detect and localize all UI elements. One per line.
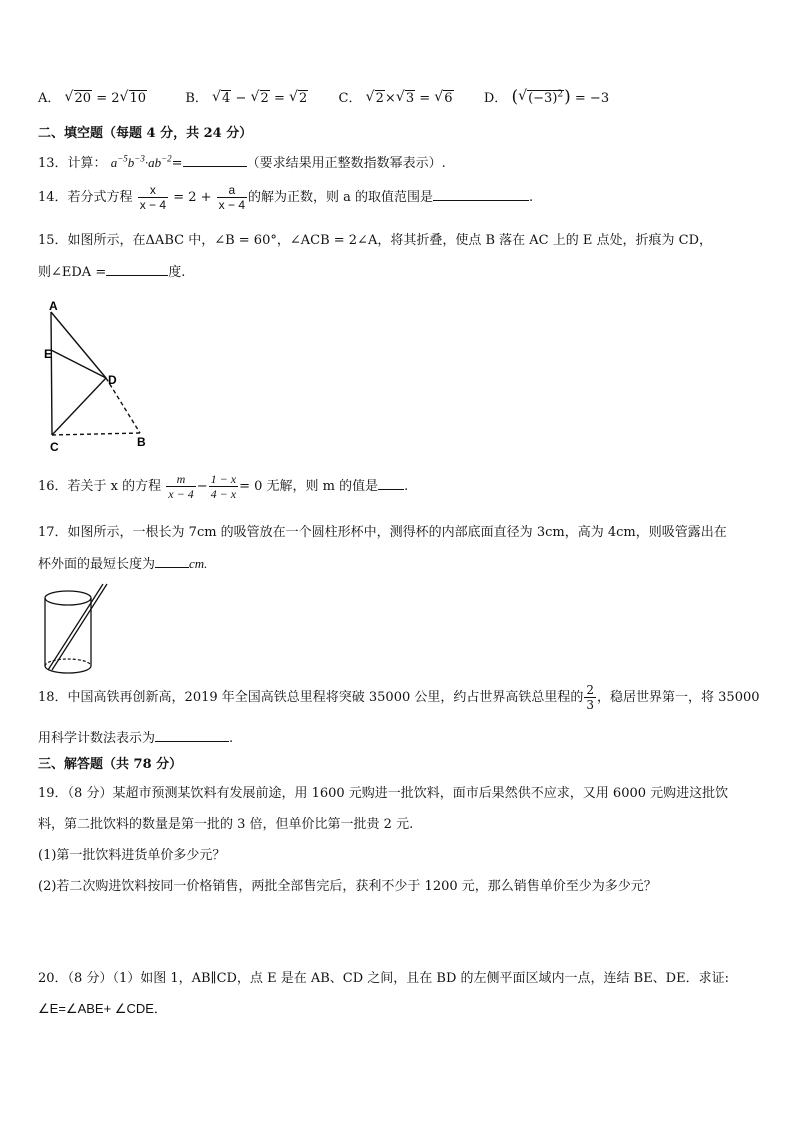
- option-c-radicand-3: 6: [444, 91, 453, 106]
- option-b-sqrt-1: [212, 91, 231, 106]
- question-13: [38, 152, 446, 171]
- option-b-minus: −: [235, 91, 247, 106]
- segment-cd: [52, 378, 106, 435]
- question-17-line-2: [38, 553, 207, 572]
- q14-frac1-numerator: x: [149, 183, 156, 197]
- segment-ad: [51, 312, 106, 378]
- q16-fraction-1: [166, 472, 195, 501]
- q14-suffix: 的解为正数，则 a 的取值范围是: [248, 190, 434, 205]
- q18-prefix: 18．中国高铁再创新高，2019 年全国高铁总里程将突破 35000 公里，约占世界高铁总里程的: [38, 690, 584, 705]
- question-18-line-2: [38, 727, 233, 746]
- q14-frac2-denominator: x − 4: [218, 198, 246, 212]
- q16-minus: −: [196, 479, 208, 494]
- option-c-sqrt-2: [396, 91, 415, 106]
- option-a-sqrt-2: [120, 91, 148, 106]
- question-19-part-2: (2)若二次购进饮料按同一价格销售，两批全部售完后，获利不少于 1200 元，那么销售单价至少为多少元？: [38, 879, 657, 894]
- q14-middle: = 2 +: [173, 190, 212, 205]
- q13-answer-blank[interactable]: [183, 154, 247, 167]
- option-a-radicand-2: 10: [129, 91, 147, 106]
- q16-suffix: = 0 无解，则 m 的值是: [239, 479, 379, 494]
- option-c-letter: C．: [338, 91, 362, 106]
- q18-frac-numerator: 2: [586, 683, 595, 697]
- q14-answer-blank[interactable]: [433, 188, 529, 201]
- options-row: [38, 87, 609, 107]
- q13-dot: ·: [144, 155, 149, 170]
- q15-triangle-figure: [40, 298, 170, 458]
- question-16: [38, 472, 408, 501]
- option-d-paren-open: (: [511, 87, 519, 107]
- q16-fraction-2: [209, 472, 238, 501]
- q16-frac1-numerator: m: [176, 472, 186, 486]
- q13-suffix: （要求结果用正整数指数幂表示）.: [246, 156, 446, 171]
- q18-frac-denominator: 3: [586, 698, 595, 712]
- option-b-radicand-1: 4: [222, 91, 231, 106]
- option-a-sqrt-1: [65, 91, 93, 106]
- option-d-exponent: 2: [557, 89, 564, 100]
- q14-fraction-2: [217, 183, 247, 212]
- q18-period: .: [229, 731, 234, 746]
- label-e: E: [44, 347, 53, 361]
- option-d-sqrt: [518, 90, 564, 106]
- q16-frac1-denominator: x − 4: [168, 487, 194, 501]
- q16-prefix: 16．若关于 x 的方程: [38, 479, 162, 494]
- segment-ed: [51, 350, 106, 378]
- q17-prefix: 杯外面的最短长度为: [38, 557, 156, 572]
- question-18: [38, 683, 760, 712]
- q13-b-exp: −3: [134, 153, 145, 164]
- segment-cb-dashed: [52, 433, 140, 435]
- cylinder-top-ellipse: [45, 591, 91, 605]
- question-15-line-2: [38, 261, 185, 280]
- q16-period: .: [404, 479, 409, 494]
- option-d-equals: = −3: [574, 91, 610, 106]
- option-d-paren-close: ): [564, 87, 571, 107]
- option-c-sqrt-3: [434, 91, 453, 106]
- section-2-title: 二、填空题（每题 4 分，共 24 分）: [38, 126, 253, 141]
- q17-answer-blank[interactable]: [155, 555, 189, 568]
- option-b-sqrt-2: [251, 91, 270, 106]
- segment-ac: [51, 312, 52, 435]
- q13-prefix: 13．计算：: [38, 156, 107, 171]
- label-d: D: [108, 373, 117, 387]
- section-3-title: 三、解答题（共 78 分）: [38, 757, 183, 772]
- q13-expression: [111, 155, 172, 170]
- q13-equals: =: [171, 156, 183, 171]
- q13-a: a: [110, 155, 118, 170]
- straw-line-2: [52, 584, 107, 670]
- option-a-letter: A．: [38, 91, 61, 106]
- option-c: [339, 91, 458, 106]
- question-17-line-1: 17．如图所示，一根长为 7cm 的吸管放在一个圆柱形杯中，测得杯的内部底面直径为 3cm，高为 4cm，则吸管露出在: [38, 525, 727, 540]
- question-20-line-2: ∠E=∠ABE+ ∠CDE．: [38, 1001, 167, 1016]
- q18-fraction: [584, 683, 596, 712]
- label-c: C: [50, 440, 59, 454]
- option-b-equals: =: [273, 91, 285, 106]
- q16-frac2-denominator: 4 − x: [210, 487, 237, 501]
- q16-frac2-numerator: 1 − x: [210, 472, 237, 486]
- option-d-radicand: [527, 90, 564, 106]
- q18-answer-blank[interactable]: [155, 729, 229, 742]
- q14-fraction-1: [138, 183, 168, 212]
- question-19-part-1: (1)第一批饮料进货单价多少元？: [38, 848, 226, 863]
- option-a-radicand-1: 20: [74, 91, 92, 106]
- q13-b: b: [127, 155, 135, 170]
- option-b-letter: B．: [185, 91, 208, 106]
- q13-ab: ab: [148, 155, 162, 170]
- question-20-line-1: 20．（8 分）（1）如图 1，AB∥CD，点 E 是在 AB、CD 之间，且在 BD 的左侧平面区域内一点，连结 BE、DE．求证:: [38, 971, 729, 986]
- label-b: B: [137, 435, 146, 449]
- q14-prefix: 14．若分式方程: [38, 190, 133, 205]
- q14-period: .: [529, 190, 534, 205]
- option-d-letter: D．: [483, 91, 508, 106]
- question-19-line-1: 19．（8 分）某超市预测某饮料有发展前途，用 1600 元购进一批饮料，面市后果然供不应求，又用 6000 元购进这批饮: [38, 786, 729, 801]
- q17-cylinder-figure: [40, 580, 115, 680]
- question-14: [38, 183, 533, 212]
- option-c-radicand-2: 3: [405, 91, 415, 106]
- q18-suffix: ，稳居世界第一，将 35000: [597, 690, 760, 705]
- q15-answer-blank[interactable]: [106, 263, 168, 276]
- question-19-line-2: 料，第二批饮料的数量是第一批的 3 倍，但单价比第一批贵 2 元.: [38, 817, 414, 832]
- q13-a-exp: −5: [117, 153, 128, 164]
- option-b-radicand-2: 2: [260, 91, 269, 106]
- option-c-radicand-1: 2: [375, 91, 384, 106]
- option-b-sqrt-3: [289, 91, 308, 106]
- option-d: [483, 87, 610, 107]
- option-b-radicand-3: 2: [298, 91, 308, 106]
- straw-line-1: [48, 584, 103, 670]
- question-15-line-1: 15．如图所示，在ΔABC 中，∠B = 60°，∠ACB = 2∠A，将其折叠，使点 B 落在 AC 上的 E 点处，折痕为 CD，: [38, 233, 713, 248]
- option-a: [38, 91, 151, 106]
- option-d-radicand-base: (−3): [528, 91, 558, 106]
- option-c-sqrt-1: [366, 91, 385, 106]
- q14-frac2-numerator: a: [228, 183, 236, 197]
- q14-frac1-denominator: x − 4: [139, 198, 167, 212]
- option-c-times: ×: [384, 91, 396, 106]
- q16-answer-blank[interactable]: [378, 477, 404, 490]
- label-a: A: [49, 299, 58, 313]
- option-c-equals: =: [419, 91, 431, 106]
- option-b: [185, 91, 312, 106]
- q18-line2-prefix: 用科学计数法表示为: [38, 731, 156, 746]
- option-a-equals: = 2: [96, 91, 120, 106]
- q15-suffix: 度.: [168, 265, 186, 280]
- q13-ab-exp: −2: [161, 153, 172, 164]
- q15-prefix: 则∠EDA =: [38, 265, 107, 280]
- q17-unit: cm.: [189, 556, 208, 571]
